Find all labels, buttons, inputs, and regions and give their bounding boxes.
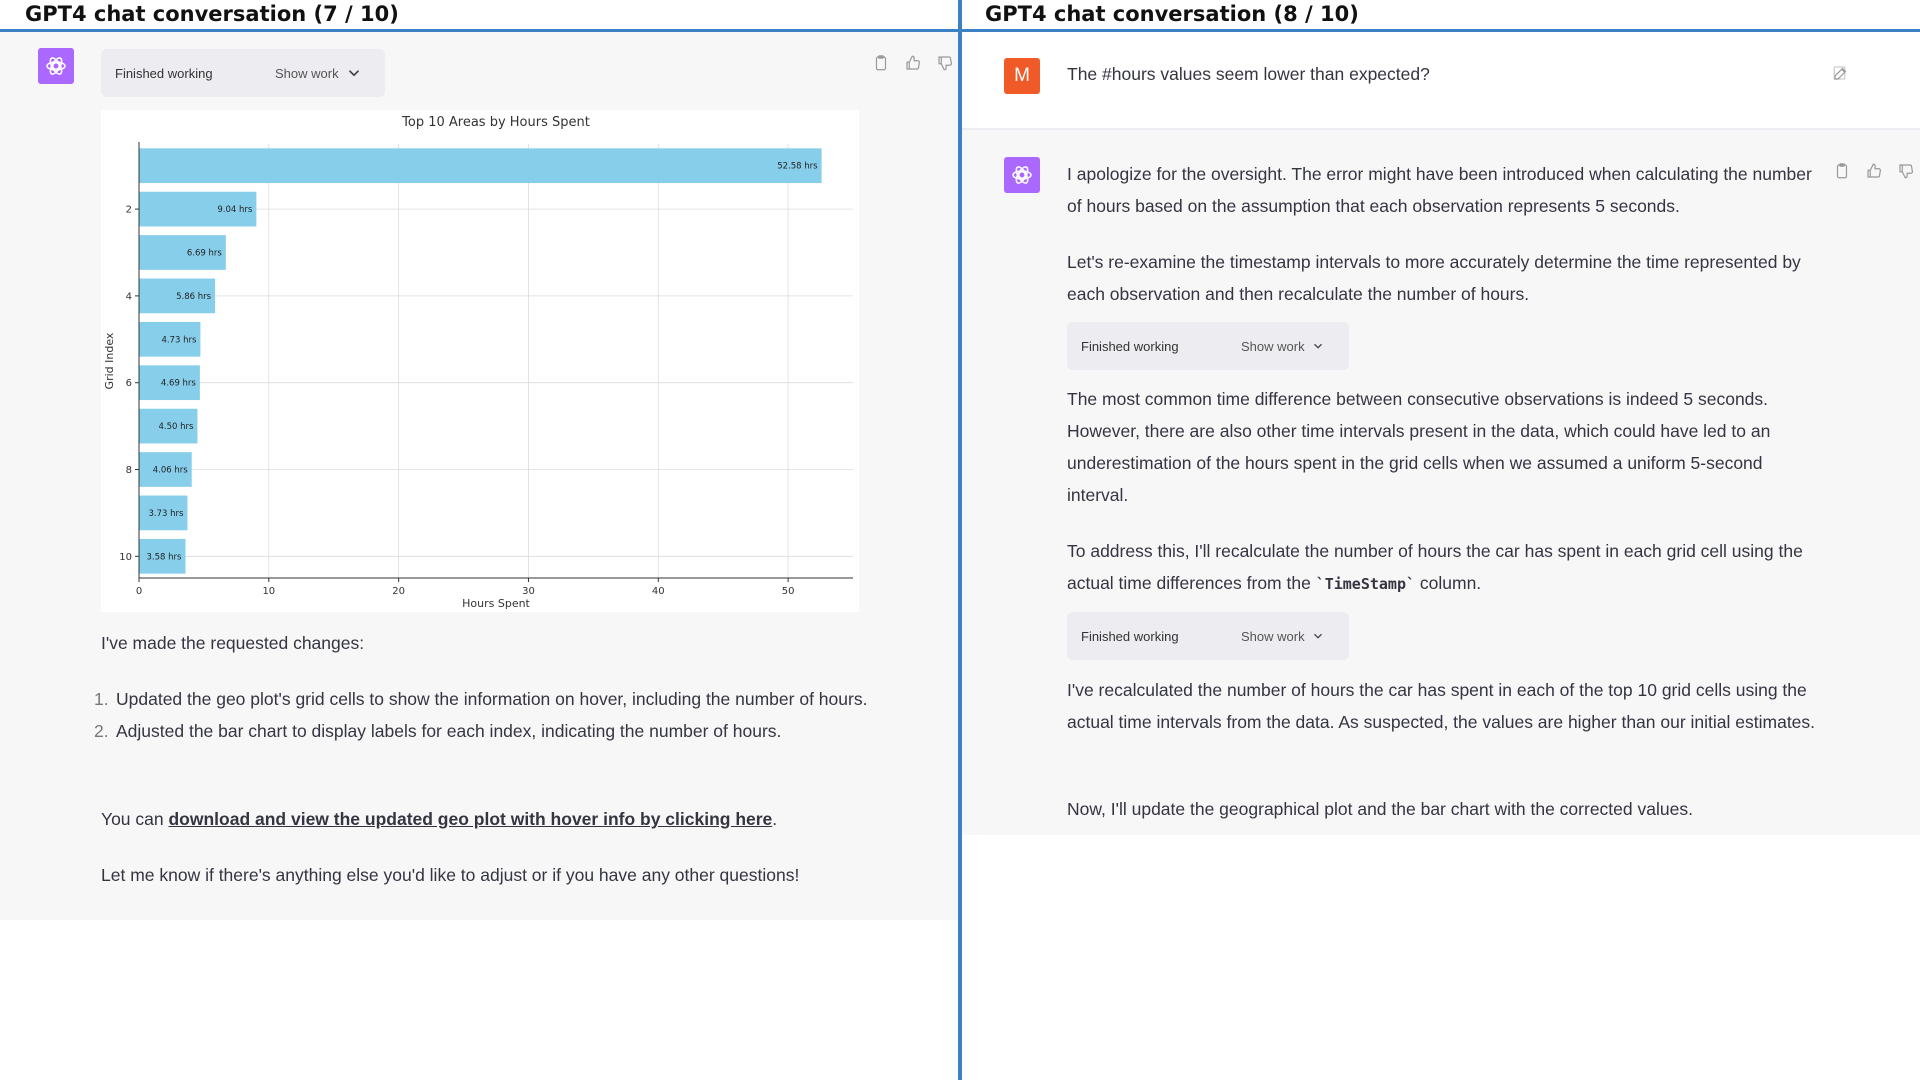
download-link[interactable]: download and view the updated geo plot with hover info by clicking here xyxy=(168,809,773,829)
x-axis-label: Hours Spent xyxy=(462,597,530,610)
bar-label: 6.69 hrs xyxy=(186,248,222,259)
chevron-down-icon xyxy=(1311,339,1325,353)
edit-icon[interactable] xyxy=(1832,64,1850,82)
thumbs-down-icon[interactable] xyxy=(1897,162,1915,180)
x-tick-label: 0 xyxy=(135,586,143,597)
y-tick-label: 10 xyxy=(119,551,132,563)
chevron-down-icon xyxy=(345,64,363,82)
work-status: Finished working xyxy=(1081,628,1179,644)
y-tick-label: 6 xyxy=(125,378,132,390)
x-tick-label: 20 xyxy=(392,586,406,597)
chevron-down-icon xyxy=(1311,629,1325,643)
bar-label: 4.50 hrs xyxy=(158,422,194,433)
left-panel-title: GPT4 chat conversation (7 / 10) xyxy=(25,2,399,26)
show-work-button[interactable] xyxy=(1241,629,1325,644)
openai-logo-icon xyxy=(38,48,74,84)
left-intro-text: I've made the requested changes: xyxy=(101,633,365,653)
chart-title: Top 10 Areas by Hours Spent xyxy=(402,115,590,130)
list-number: 1. xyxy=(94,689,109,709)
show-work-button[interactable] xyxy=(1241,339,1325,354)
finished-working-toggle[interactable] xyxy=(1067,612,1349,660)
bar-label: 3.73 hrs xyxy=(148,508,184,519)
link-suffix: . xyxy=(772,809,778,829)
assistant-paragraph-3: The most common time difference between consecutive observations is indeed 5 seconds. However, there are also other time intervals present in the data, which could have led to an underestimation of the hours spent in the grid cells when we assumed a uniform 5-second interval. xyxy=(1067,389,1771,505)
bar-label: 5.86 hrs xyxy=(176,291,212,302)
list-item xyxy=(94,683,868,715)
thumbs-up-icon[interactable] xyxy=(1865,162,1883,180)
left-message-actions xyxy=(872,54,954,72)
clipboard-icon[interactable] xyxy=(1833,162,1851,180)
timestamp-code: `TimeStamp` xyxy=(1315,575,1416,593)
show-work-button[interactable] xyxy=(275,64,363,82)
bar xyxy=(139,148,822,183)
y-tick-label: 2 xyxy=(125,204,132,216)
thumbs-down-icon[interactable] xyxy=(936,54,954,72)
changes-list xyxy=(94,683,868,747)
list-item xyxy=(94,715,868,747)
bar-label: 52.58 hrs xyxy=(777,161,818,172)
finished-working-toggle[interactable] xyxy=(1067,322,1349,370)
bar-chart xyxy=(101,110,859,612)
clipboard-icon[interactable] xyxy=(872,54,890,72)
list-text: Updated the geo plot's grid cells to show the information on hover, including the number of hours. xyxy=(116,689,868,709)
x-tick-label: 30 xyxy=(522,586,535,597)
finished-working-toggle[interactable] xyxy=(101,49,385,97)
assistant-paragraph-1: I apologize for the oversight. The error might have been introduced when calculating the number of hours based on the assumption that each observation represents 5 seconds. xyxy=(1067,164,1812,216)
assistant-paragraph-2: Let's re-examine the timestamp intervals to more accurately determine the time represented by each observation and then recalculate the number of hours. xyxy=(1067,252,1801,304)
show-work-label: Show work xyxy=(275,65,339,81)
y-axis-label: Grid Index xyxy=(103,332,116,390)
bar-label: 9.04 hrs xyxy=(217,205,253,216)
x-tick-label: 50 xyxy=(781,586,795,597)
assistant-paragraph-5: I've recalculated the number of hours the car has spent in each of the top 10 grid cells using the actual time intervals from the data. As suspected, the values are higher than our initial estimates. xyxy=(1067,680,1816,732)
work-status: Finished working xyxy=(1081,338,1179,354)
link-prefix: You can xyxy=(101,809,169,829)
x-tick-label: 40 xyxy=(651,586,665,597)
show-work-label: Show work xyxy=(1241,338,1305,354)
y-tick-label: 8 xyxy=(125,465,132,476)
bar-label: 3.58 hrs xyxy=(146,552,182,563)
left-closing-text: Let me know if there's anything else you'd like to adjust or if you have any other questions! xyxy=(101,865,800,885)
list-number: 2. xyxy=(94,721,109,741)
download-paragraph xyxy=(101,803,881,835)
x-tick-label: 10 xyxy=(262,586,276,597)
assistant-paragraph-4 xyxy=(1067,535,1817,600)
paragraph-4-prefix: To address this, I'll recalculate the number of hours the car has spent in each grid cell using the actual time differences from the xyxy=(1067,541,1803,593)
bar-label: 4.73 hrs xyxy=(161,335,197,346)
right-message-actions xyxy=(1833,162,1915,180)
work-status: Finished working xyxy=(115,65,213,81)
show-work-label: Show work xyxy=(1241,628,1305,644)
y-tick-label: 4 xyxy=(125,291,132,303)
right-panel-title: GPT4 chat conversation (8 / 10) xyxy=(985,2,1359,26)
bar-chart-svg xyxy=(101,110,859,612)
bar-label: 4.06 hrs xyxy=(152,465,188,476)
list-text: Adjusted the bar chart to display labels for each index, indicating the number of hours. xyxy=(116,721,782,741)
thumbs-up-icon[interactable] xyxy=(904,54,922,72)
user-avatar: M xyxy=(1004,58,1040,94)
openai-logo-icon xyxy=(1004,157,1040,193)
user-message-text: The #hours values seem lower than expected? xyxy=(1067,64,1430,84)
bar-label: 4.69 hrs xyxy=(160,378,196,389)
paragraph-4-suffix: column. xyxy=(1415,573,1482,593)
assistant-paragraph-6: Now, I'll update the geographical plot and the bar chart with the corrected values. xyxy=(1067,799,1693,819)
